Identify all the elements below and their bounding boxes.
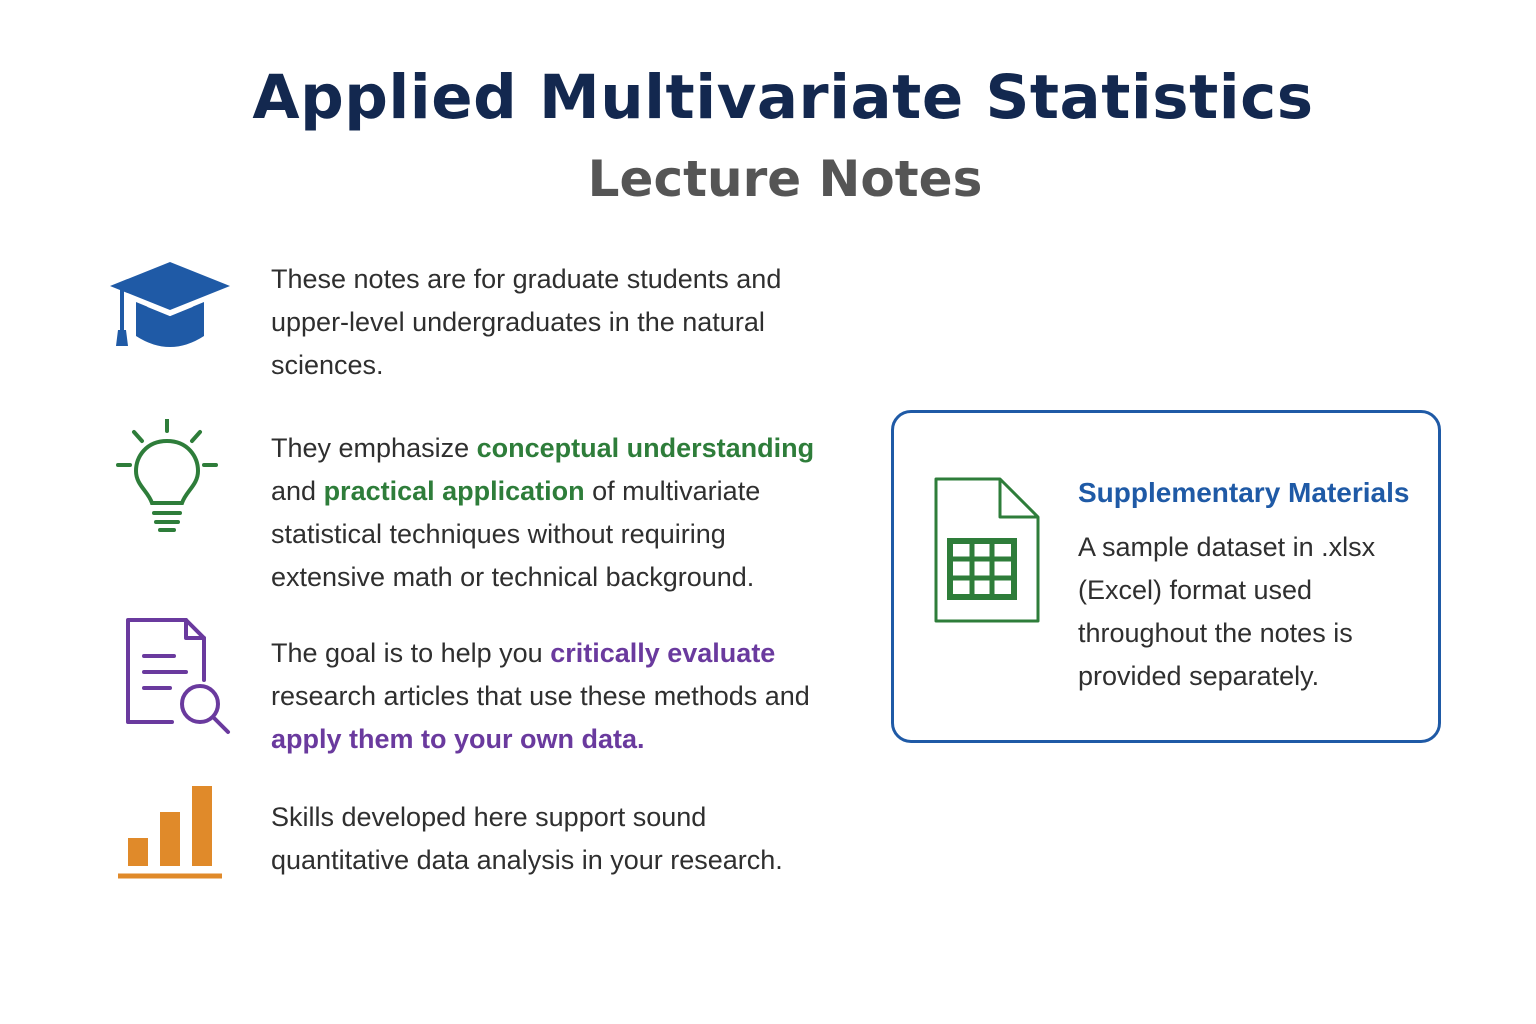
emphasis-text: They emphasize conceptual understanding and practical application of multivariate statistical techniques without requiring extensive math or technical background. — [271, 433, 815, 592]
bar-chart-icon — [108, 784, 234, 910]
document-search-icon — [108, 616, 234, 742]
page-subtitle: Lecture Notes — [587, 150, 983, 208]
supplementary-title: Supplementary Materials — [1078, 477, 1410, 508]
highlight-apply: apply them to your own data. — [271, 724, 645, 754]
graduation-cap-icon — [108, 258, 234, 384]
highlight-practical: practical application — [323, 476, 585, 506]
audience-text: These notes are for graduate students and upper-level undergraduates in the natural sciences. — [271, 264, 782, 380]
spreadsheet-file-icon — [930, 475, 1042, 627]
highlight-evaluate: critically evaluate — [550, 638, 776, 668]
highlight-conceptual: conceptual understanding — [476, 433, 815, 463]
lightbulb-icon — [108, 419, 234, 545]
supplementary-body: A sample dataset in .xlsx (Excel) format used throughout the notes is provided separately. — [1078, 532, 1376, 691]
page-title: Applied Multivariate Statistics — [252, 62, 1314, 133]
goal-text: The goal is to help you critically evaluate research articles that use these methods and apply them to your own data. — [271, 638, 810, 754]
skills-text: Skills developed here support sound quantitative data analysis in your research. — [271, 802, 783, 875]
supplementary-card — [891, 410, 1441, 743]
